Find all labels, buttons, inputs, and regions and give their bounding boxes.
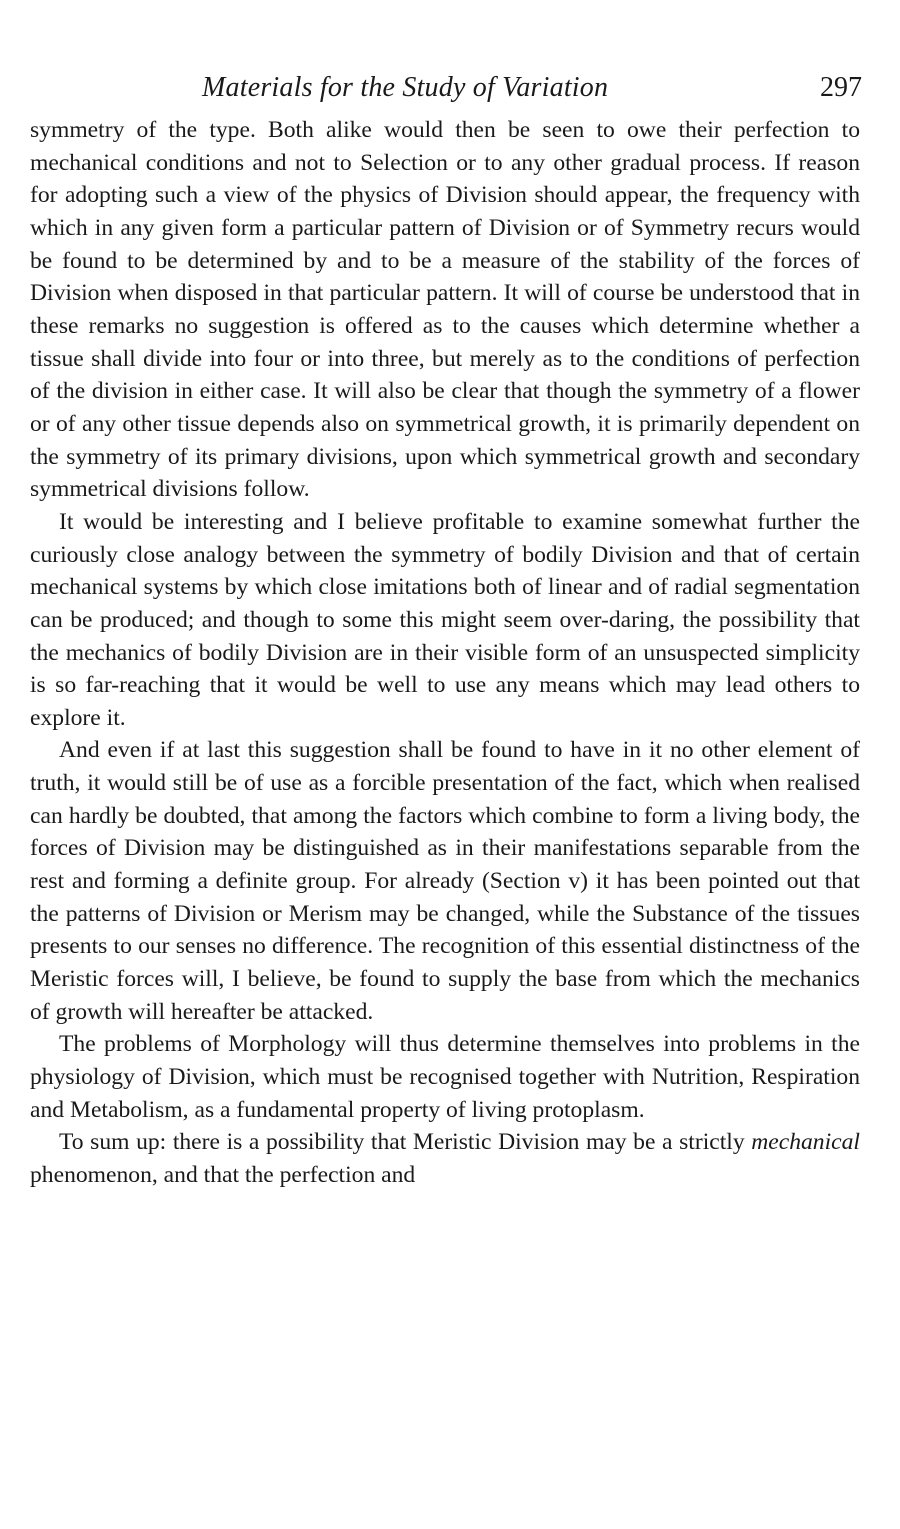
body-text [30,114,860,1192]
paragraph-3: And even if at last this suggestion shall be found to have in it no other element of truth, it would still be of use as a forcible presentation of the fact, which when realised can hardly be doubted, that among the factors which combine to form a living body, the forces of Division may be distinguished as in their manifestations separable from the rest and forming a definite group. For already (Section v) it has been pointed out that the patterns of Division or Merism may be changed, while the Substance of the tissues presents to our senses no difference. The recognition of this essential distinctness of the Meristic forces will, I believe, be found to supply the base from which the mechanics of growth will hereafter be attacked. [30,737,860,1025]
paragraph-1: symmetry of the type. Both alike would then be seen to owe their perfection to mechanical conditions and not to Selection or to any other gradual process. If reason for adopting such a view of the physics of Division should appear, the frequency with which in any given form a particular pattern of Division or of Symmetry recurs would be found to be determined by and to be a measure of the stability of the forces of Division when disposed in that particular pattern. It will of course be understood that in these remarks no suggestion is offered as to the causes which determine whether a tissue shall divide into four or into three, but merely as to the conditions of perfection of the division in either case. It will also be clear that though the symmetry of a flower or of any other tissue depends also on symmetrical growth, it is primarily dependent on the symmetry of its primary divisions, upon which symmetrical growth and secondary symmetrical divisions follow. [30,117,860,503]
paragraph-2: It would be interesting and I believe profitable to examine somewhat further the curiously close analogy between the symmetry of bodily Division and that of certain mechanical systems by which close imitations both of linear and of radial segmentation can be produced; and though to some this might seem over-daring, the possibility that the mechanics of bodily Division are in their visible form of an unsuspected simplicity is so far-reaching that it would be well to use any means which may lead others to explore it. [30,508,860,731]
paragraph-5-text-after: phenomenon, and that the perfection and [30,1162,416,1188]
running-title: Materials for the Study of Variation [202,72,609,103]
running-head [30,70,860,114]
paragraph-4: The problems of Morphology will thus determine themselves into problems in the physiology of Division, which must be recognised together with Nutrition, Respiration and Metabolism, as a fundamental property of living protoplasm. [30,1031,860,1123]
book-page [30,70,860,1192]
paragraph-5-text-before: To sum up: there is a possibility that Meristic Division may be a strictly [59,1129,752,1156]
emphasized-word: mechanical [751,1129,860,1156]
paragraph-5 [30,1126,860,1191]
page-number: 297 [820,72,862,103]
